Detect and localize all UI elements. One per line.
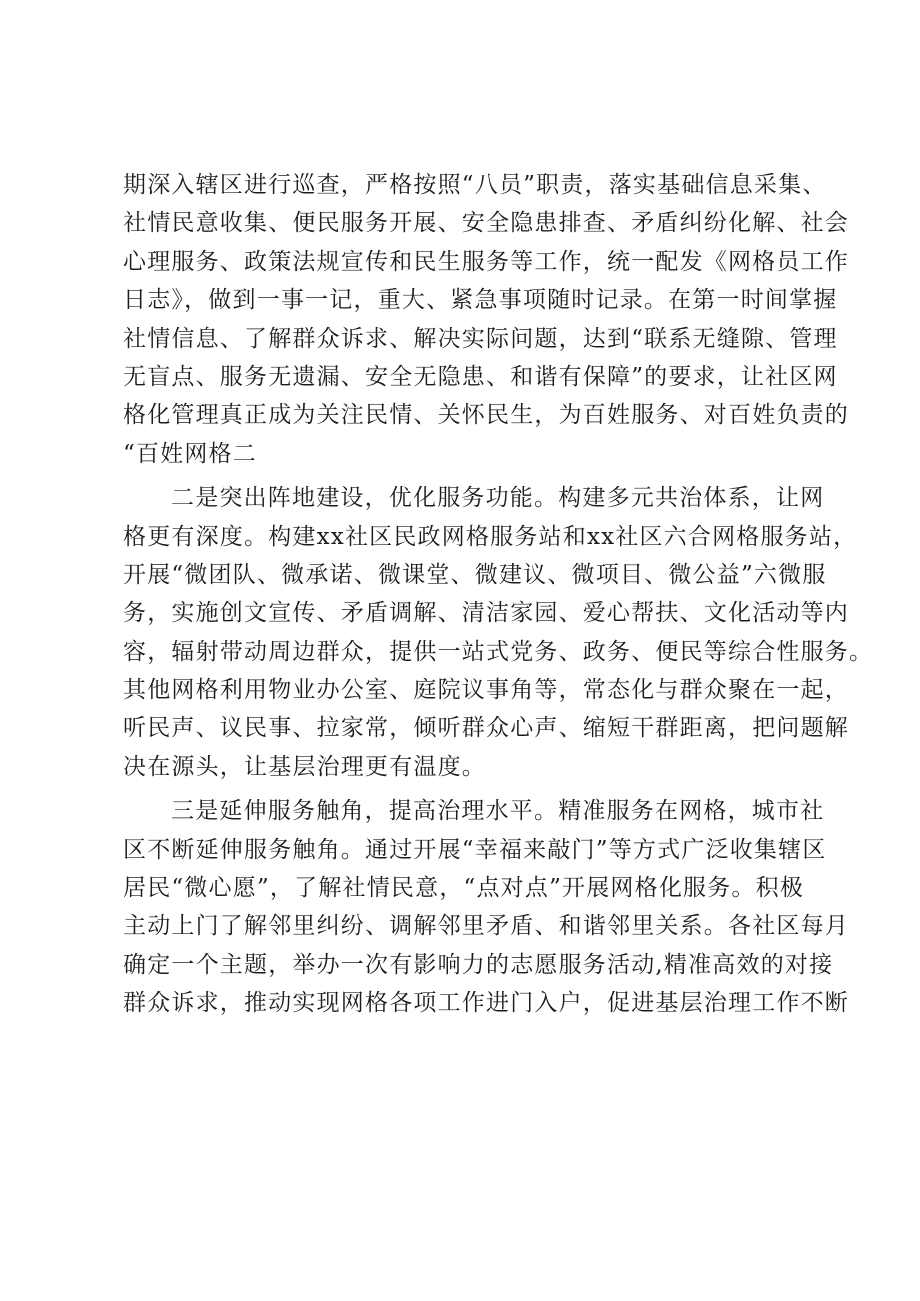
text-line: 日志》，做到一事一记，重大、紧急事项随时记录。在第一时间掌握 [123, 287, 838, 314]
text-line: 无盲点、服务无遗漏、安全无隐患、和谐有保障”的要求，让社区网 [123, 363, 838, 390]
text-line: 确定一个主题，举办一次有影响力的志愿服务活动,精准高效的对接 [123, 951, 834, 978]
text-line: 决在源头，让基层治理更有温度。 [123, 753, 486, 780]
text-line: 二是突出阵地建设，优化服务功能。构建多元共治体系，让网 [171, 485, 825, 512]
paragraph-3 [123, 792, 849, 1022]
text-line: 三是延伸服务触角，提高治理水平。精准服务在网格，城市社 [171, 798, 825, 825]
document-body [123, 166, 874, 1023]
text-line: 务，实施创文宣传、矛盾调解、清洁家园、爱心帮扶、文化活动等内 [123, 600, 849, 627]
text-line: “百姓网格二 [123, 440, 257, 467]
text-line: 主动上门了解邻里纠纷、调解邻里矛盾、和谐邻里关系。各社区每月 [123, 913, 849, 940]
text-line: 容，辐射带动周边群众，提供一站式党务、政务、便民等综合性服务。 [123, 638, 874, 665]
text-line: 开展“微团队、微承诺、微课堂、微建议、微项目、微公益”六微服 [123, 561, 827, 588]
text-line: 格化管理真正成为关注民情、关怀民生，为百姓服务、对百姓负责的 [123, 402, 849, 429]
text-line: 社情信息、了解群众诉求、解决实际问题，达到“联系无缝隙、管理 [123, 325, 838, 352]
text-line: 区不断延伸服务触角。通过开展“幸福来敲门”等方式广泛收集辖区 [123, 836, 827, 863]
text-line: 居民“微心愿”，了解社情民意，“点对点”开展网格化服务。积极 [123, 875, 805, 902]
text-line: 期深入辖区进行巡查，严格按照“八员”职责，落实基础信息采集、 [123, 172, 827, 198]
text-line: 群众诉求，推动实现网格各项工作进门入户，促进基层治理工作不断 [123, 990, 849, 1017]
text-line: 心理服务、政策法规宣传和民生服务等工作，统一配发《网格员工作 [123, 248, 849, 275]
paragraph-1 [123, 166, 849, 473]
text-line: 社情民意收集、便民服务开展、安全隐患排查、矛盾纠纷化解、社会 [123, 210, 849, 237]
text-line: 其他网格利用物业办公室、庭院议事角等，常态化与群众聚在一起， [123, 677, 849, 704]
paragraph-2 [123, 479, 874, 786]
text-line: 格更有深度。构建xx社区民政网格服务站和xx社区六合网格服务站， [123, 523, 858, 550]
text-line: 听民声、议民事、拉家常，倾听群众心声、缩短干群距离，把问题解 [123, 715, 849, 742]
